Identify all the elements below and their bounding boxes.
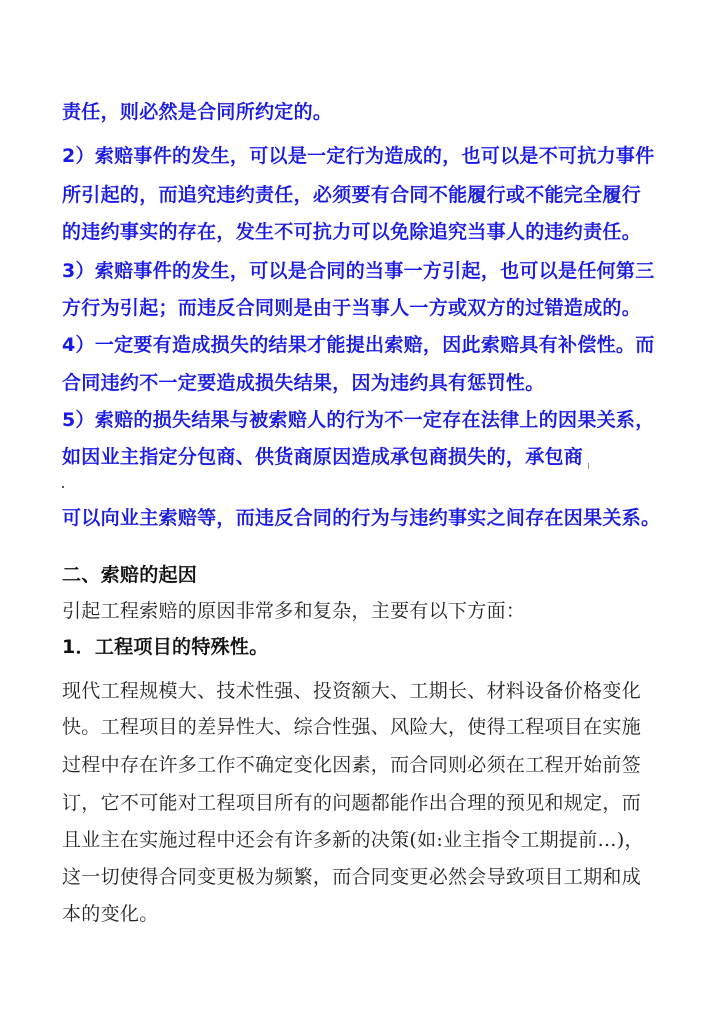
paragraph-line-9: 5）索赔的损失结果与被索赔人的行为不一定存在法律上的因果关系， xyxy=(62,409,655,431)
body-line-5: 且业主在实施过程中还会有许多新的决策(如:业主指令工期提前…)， xyxy=(62,829,644,851)
section-heading: 二、索赔的起因 xyxy=(62,564,198,586)
body-line-6: 这一切使得合同变更极为频繁，而合同变更必然会导致项目工期和成 xyxy=(62,866,642,888)
paragraph-line-10: 如因业主指定分包商、供货商原因造成承包商损失的，承包商 xyxy=(62,446,584,468)
cursor-mark xyxy=(588,463,589,469)
paragraph-line-2: 2）索赔事件的发生，可以是一定行为造成的，也可以是不可抗力事件 xyxy=(62,145,655,167)
body-line-4: 订，它不可能对工程项目所有的问题都能作出合理的预见和规定，而 xyxy=(62,792,642,814)
paragraph-line-3: 所引起的，而追究违约责任，必须要有合同不能履行或不能完全履行 xyxy=(62,184,642,206)
paragraph-line-4: 的违约事实的存在，发生不可抗力可以免除追究当事人的违约责任。 xyxy=(62,221,642,243)
paragraph-line-8: 合同违约不一定要造成损失结果，因为违约具有惩罚性。 xyxy=(62,372,545,394)
stray-dot xyxy=(62,486,64,488)
body-line-1: 现代工程规模大、技术性强、投资额大、工期长、材料设备价格变化 xyxy=(62,680,642,702)
paragraph-line-7: 4）一定要有造成损失的结果才能提出索赔，因此索赔具有补偿性。而 xyxy=(62,334,655,356)
intro-text: 引起工程索赔的原因非常多和复杂，主要有以下方面： xyxy=(62,600,526,622)
paragraph-line-6: 方行为引起；而违反合同则是由于当事人一方或双方的过错造成的。 xyxy=(62,297,642,319)
body-line-2: 快。工程项目的差异性大、综合性强、风险大，使得工程项目在实施 xyxy=(62,716,642,738)
paragraph-line-11: 可以向业主索赔等，而违反合同的行为与违约事实之间存在因果关系。 xyxy=(62,507,661,529)
body-line-7: 本的变化。 xyxy=(62,903,159,925)
body-line-3: 过程中存在许多工作不确定变化因素，而合同则必须在工程开始前签 xyxy=(62,754,642,776)
subheading: 1．工程项目的特殊性。 xyxy=(62,636,269,658)
paragraph-line-5: 3）索赔事件的发生，可以是合同的当事一方引起，也可以是任何第三 xyxy=(62,260,655,282)
paragraph-line-1: 责任，则必然是合同所约定的。 xyxy=(62,101,333,123)
